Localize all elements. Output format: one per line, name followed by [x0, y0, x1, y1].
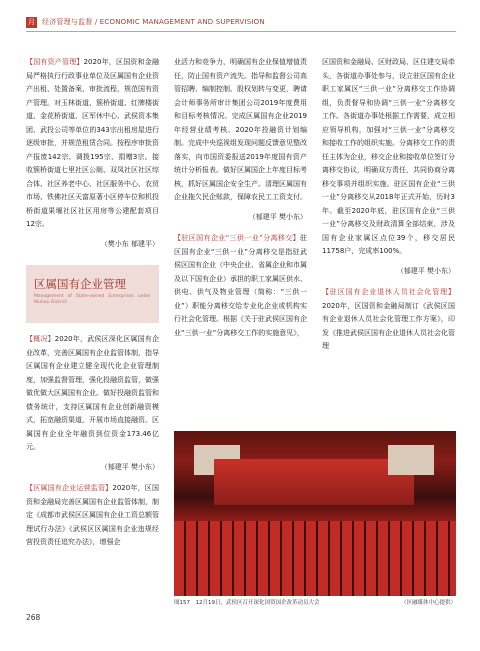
- paragraph-three-supplies: [174, 232, 307, 340]
- meeting-photo: [174, 431, 456, 596]
- author-line: （郁建平 樊小东）: [396, 266, 455, 275]
- paragraph-tag: 【驻区国有企业退休人员社会化管理】: [322, 288, 455, 296]
- paragraph-tag: 【区属国有企业运营监管】: [26, 484, 113, 492]
- paragraph-text: 2020年，区国资和金融局完善区属国有企业监管体制，制定《成都市武侯区区属国有企业工资总额管理试行办法》《武侯区区属国有企业违规经营投资责任追究办法》，增强企: [26, 484, 159, 546]
- paragraph-tag: 【国有资产管理】: [26, 58, 84, 66]
- column-3: [322, 56, 455, 354]
- header-title: 经济管理与监督 / ECONOMIC MANAGEMENT AND SUPERVISION: [42, 18, 265, 26]
- chapter-icon: 月: [28, 17, 35, 26]
- section-subtitle: Management of State-owned Enterprises under Wuhou District: [34, 294, 151, 305]
- author-line: （郁建平 樊小东）: [248, 212, 307, 221]
- section-heading: [26, 265, 159, 323]
- paragraph-asset-management: [26, 56, 159, 232]
- header-rule: [26, 31, 456, 32]
- column-2: [174, 56, 307, 340]
- page-number: 268: [26, 613, 41, 622]
- projection-screen-right: [388, 445, 434, 475]
- paragraph-operation-supervision: [26, 482, 159, 550]
- paragraph-tag: 【概况】: [26, 335, 55, 343]
- paragraph-retiree-management: [322, 286, 455, 354]
- paragraph-text: 2020年，区国资和金融局制订《武侯区国有企业退休人员社会化管理工作方案》，印发《推进武侯区国有企业退休人员社会化管理: [322, 301, 455, 350]
- paragraph-tag: 【驻区国有企业“三供一业”分离移交】: [174, 234, 300, 242]
- paragraph-continued: 区国资和金融局、区财政局、区住建交局牵头，各街道办事处参与，设立驻区国有企业职工家属区“三供一业”分离移交工作协调组，负责督导和协调“三供一业”分离移交工作。各街道办事处根据工作需要，成立相应领导机构，加强对“三供一业”分离移交和接收工作的组织实施。分离移交工作的责任主体为企业，移交企业和接收单位签订分离移交协议，明确双方责任，共同协商分离移交事项并组织实施。驻区国有企业“三供一业”分离移交从2018年正式开始，历时3年。截至2020年底，驻区国有企业“三供一业”分离移交及财政清算全部结束，涉及国有企业家属区点位39个，移交居民11758户，完成率100%。: [322, 58, 455, 255]
- paragraph-text: 2020年，区国资和金融局严格执行行政事业单位及区属国有企业资产出租、处置备案、审批流程，规范国有资产管理。对玉林街道、簇桥街道、红牌楼街道、金花桥街道、区军休中心、武侯资本集团、武投公司等单位的343宗出租房屋进行逐级审批，并规范租赁合同。按程序审批资产报废142宗、调拨195宗、捐赠3宗。接收簇桥街道七里社区公厕、双凤社区社区综合体、社区养老中心、社区服务中心、农贸市场、铁佛社区天富原著小区停车位和机投桥街道果堰社区社区用房等公建配套项目12宗。: [26, 58, 159, 228]
- column-1: [26, 56, 159, 550]
- paragraph-continued: 业活力和竞争力，明确国有企业保值增值责任，防止国有资产流失。指导和监督公司高管招聘、编制控制、股权划转与变更，聘请会计师事务所审计集团公司2019年度费用和目标考核情况。完成区属国有企业2019年经营业绩考核、2020年投融资计划编制。完成中央巡视组发现问题反馈意见整改落实，向市国资委报送2019年度国有资产统计分析报表。做好区属国企上年度目标考核，抓好区属国企安全生产。清理区属国有企业拖欠民企账款，保障农民工工资支付。: [174, 58, 307, 201]
- section-title: 区属国有企业管理: [34, 277, 126, 291]
- running-header: [26, 14, 456, 30]
- author-line: （郁建平 樊小东）: [100, 462, 159, 471]
- stage-backdrop: [214, 459, 414, 505]
- caption-text: 图157 12月19日，武侯区召开深化国资国企改革动员大会: [174, 600, 320, 606]
- paragraph-overview: [26, 333, 159, 455]
- photo-caption: [174, 598, 456, 606]
- audience-seats: [174, 521, 456, 596]
- caption-credit: （区融媒体中心提供）: [400, 600, 456, 606]
- paragraph-text: 2020年，武侯区深化区属国有企业改革，完善区属国有企业监管体制，指导区属国有企业建立健全现代化企业管理制度，加强监督管理，强化投融资监管，做强做优做大区属国有企业。做好投融资监管和债务统计，支持区属国有企业创新融资模式，拓宽融资渠道，开展市场直接融资。区属国有企业全年融资到位资金173.46亿元。: [26, 335, 159, 451]
- author-line: （樊小东 郁建平）: [100, 239, 159, 248]
- paragraph-text: 驻区国有企业“三供一业”分离移交是指驻武侯区国有企业（中央企业、省属企业和市属及以下国有企业）承担的职工家属区供水、供电、供气及物业管理（简称：“三供一业”）职能分离移交给专业化企业或机构实行社会化管理。根据《关于驻武侯区国有企业“三供一业”分离移交工作的实施意见》，: [174, 234, 307, 337]
